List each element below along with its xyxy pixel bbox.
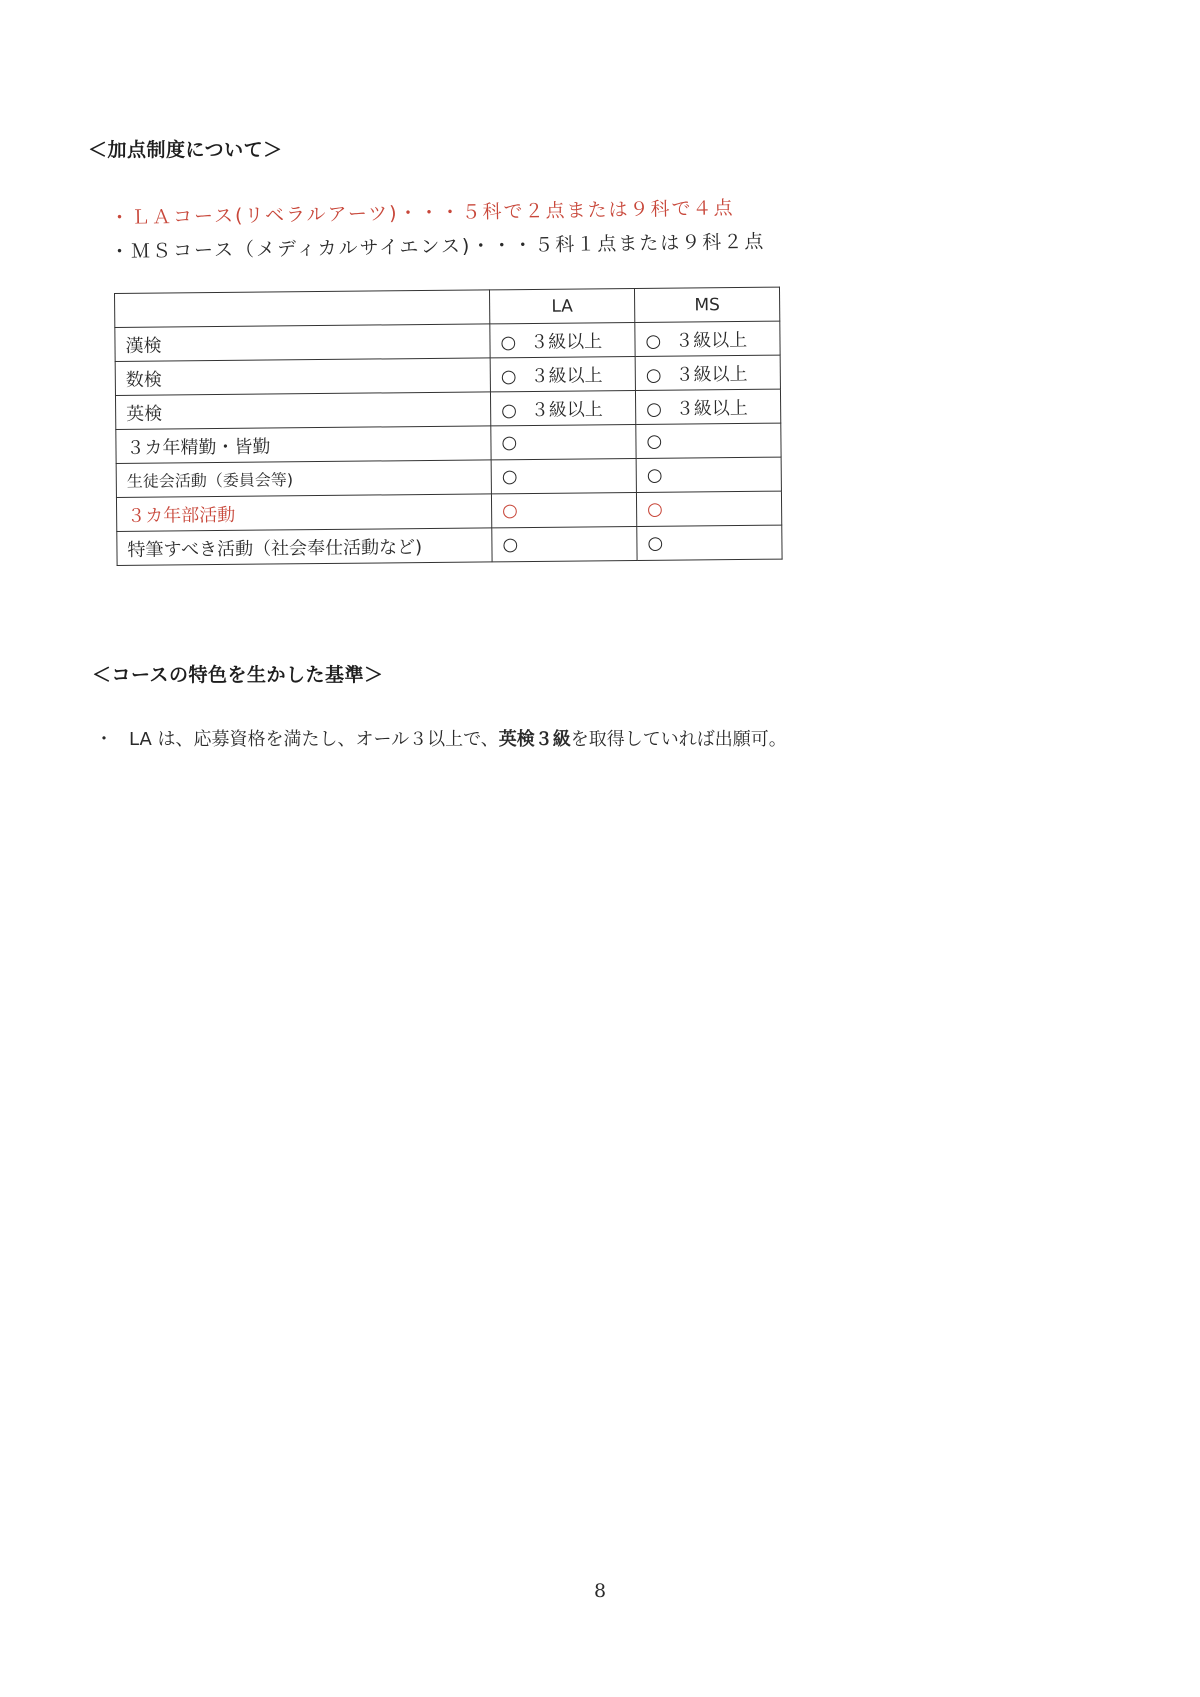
circle-mark: ○ <box>646 464 663 486</box>
ms-note: ３級以上 <box>675 329 748 352</box>
circle-mark: ○ <box>500 365 517 387</box>
circle-mark: ○ <box>645 330 662 352</box>
ms-cell <box>636 423 781 458</box>
circle-mark: ○ <box>502 500 518 522</box>
circle-mark: ○ <box>645 364 662 386</box>
la-cell <box>491 458 636 493</box>
la-cell <box>490 357 635 392</box>
course-criteria-heading: ＜コースの特色を生かした基準＞ <box>92 664 384 686</box>
ms-cell <box>635 389 780 424</box>
bonus-system-heading: ＜加点制度について＞ <box>88 139 283 161</box>
criteria-text-before: LA は、応募資格を満たし、オール３以上で、 <box>129 729 499 750</box>
circle-mark: ○ <box>500 331 517 353</box>
la-cell <box>491 492 636 527</box>
la-note: ３級以上 <box>530 364 603 387</box>
bonus-table-container <box>114 287 783 566</box>
circle-mark: ○ <box>646 430 663 452</box>
la-cell <box>490 323 635 358</box>
la-cell <box>490 390 635 425</box>
circle-mark: ○ <box>501 432 518 454</box>
circle-mark: ○ <box>501 466 518 488</box>
row-item-label: 生徒会活動（委員会等) <box>116 460 491 498</box>
ms-note: ３級以上 <box>675 397 748 420</box>
ms-course-bonus-line: ・ＭＳコース（メディカルサイエンス)・・・５科１点または９科２点 <box>109 230 766 263</box>
la-note: ３級以上 <box>530 330 603 353</box>
la-criteria-paragraph <box>95 725 787 751</box>
criteria-text-after: を取得していれば出願可。 <box>570 729 787 750</box>
ms-cell <box>635 321 780 356</box>
row-item-label: ３カ年精勤・皆勤 <box>116 426 491 464</box>
ms-cell <box>636 491 781 526</box>
table-header-item <box>115 290 490 328</box>
row-item-label: 特筆すべき活動（社会奉仕活動など) <box>117 528 492 566</box>
circle-mark: ○ <box>501 399 517 421</box>
table-header-ms: MS <box>634 287 779 322</box>
row-item-label: 漢検 <box>115 324 490 362</box>
ms-cell <box>637 525 782 560</box>
la-cell <box>492 526 637 561</box>
la-course-bonus-line: ・ＬＡコース(リベラルアーツ)・・・５科で２点または９科で４点 <box>109 197 735 229</box>
ms-cell <box>635 355 780 390</box>
row-item-label: ３カ年部活動 <box>116 494 491 532</box>
page-number: 8 <box>593 1580 607 1602</box>
la-cell <box>491 424 636 459</box>
ms-cell <box>636 457 781 492</box>
row-item-label: 数検 <box>115 358 490 396</box>
circle-mark: ○ <box>647 532 664 554</box>
la-note: ３級以上 <box>530 398 603 421</box>
row-item-label: 英検 <box>115 392 490 430</box>
bullet-mark: ・ <box>95 729 113 750</box>
bonus-table <box>114 287 783 566</box>
table-row <box>117 525 782 565</box>
ms-note: ３級以上 <box>675 363 748 386</box>
circle-mark: ○ <box>646 398 662 420</box>
circle-mark: ○ <box>647 498 663 520</box>
criteria-text-bold: 英検３級 <box>498 729 571 750</box>
circle-mark: ○ <box>502 534 519 556</box>
table-header-la: LA <box>489 289 634 324</box>
